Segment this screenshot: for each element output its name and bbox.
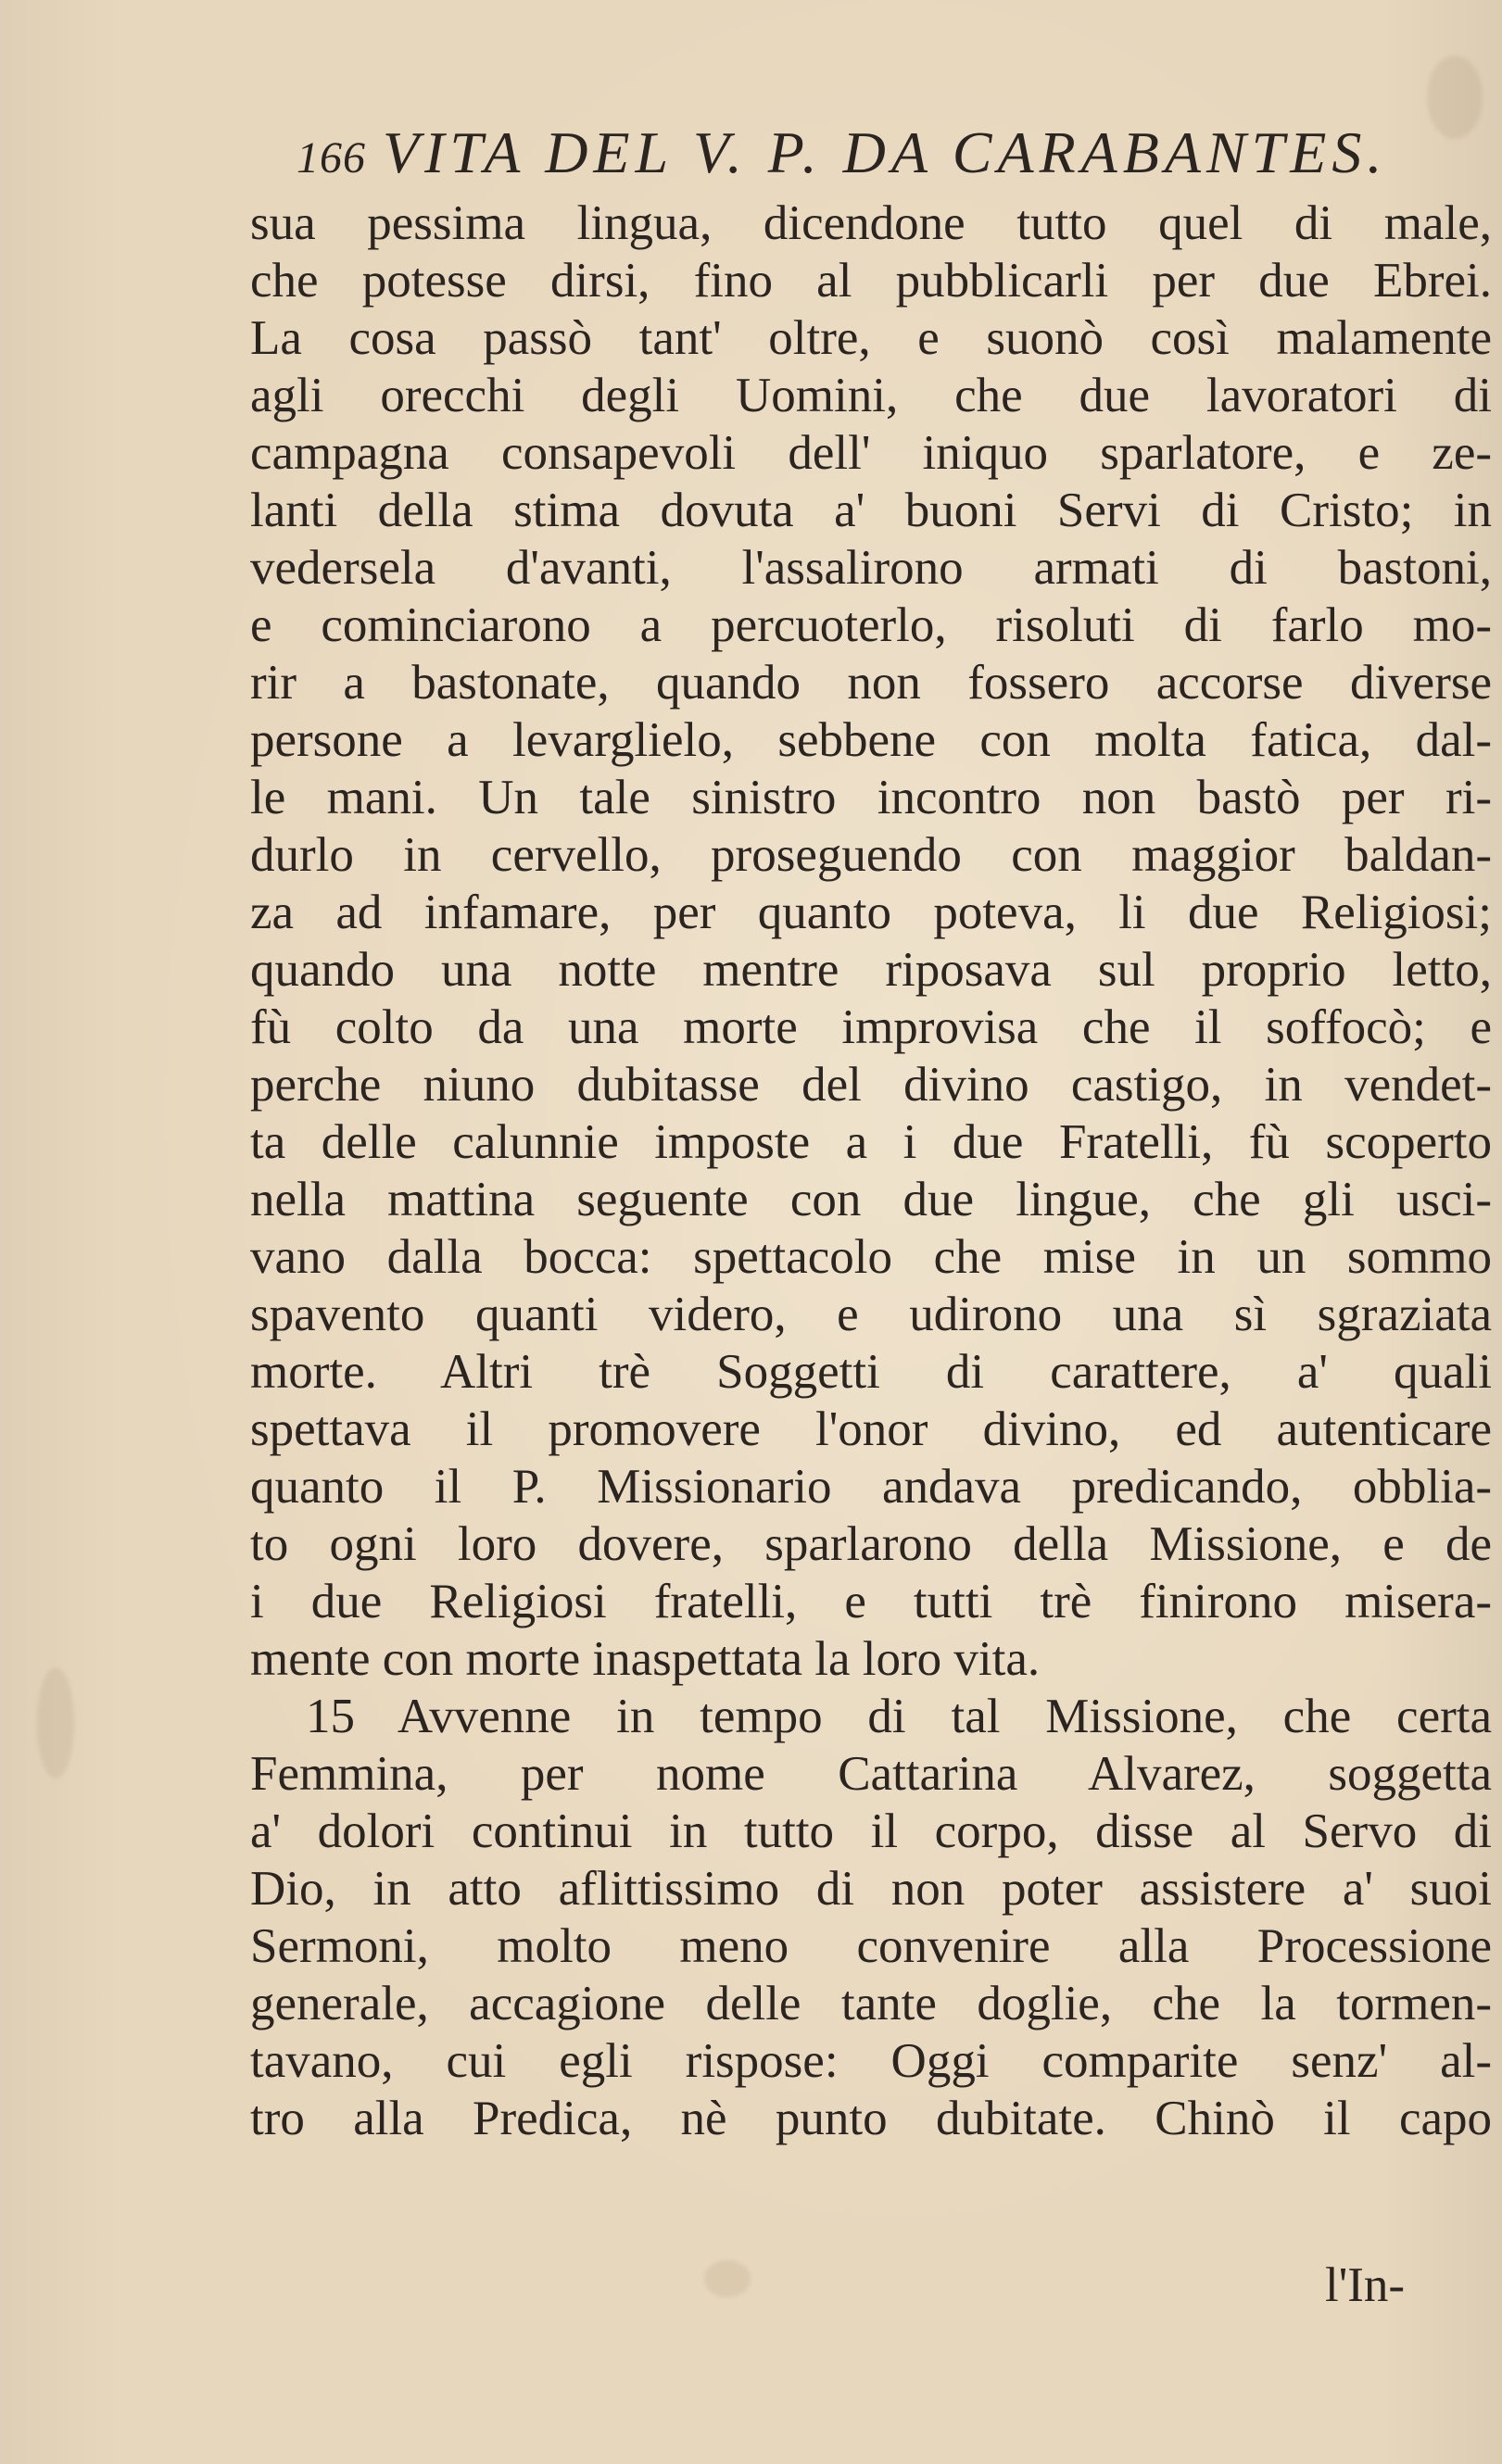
text-line: persone a levarglielo, sebbene con molta fatica, dal-	[250, 713, 1492, 767]
text-line: vano dalla bocca: spettacolo che mise in un sommo	[250, 1230, 1492, 1284]
text-line: Femmina, per nome Cattarina Alvarez, soggetta	[250, 1747, 1492, 1801]
text-line: morte. Altri trè Soggetti di carattere, a' quali	[250, 1345, 1492, 1399]
text-line: a' dolori continui in tutto il corpo, disse al Servo di	[250, 1804, 1492, 1858]
text-line: ta delle calunnie imposte a i due Fratelli, fù scoperto	[250, 1115, 1492, 1169]
text-line: durlo in cervello, proseguendo con maggior baldan-	[250, 828, 1492, 882]
text-line: nella mattina seguente con due lingue, che gli usci-	[250, 1173, 1492, 1226]
running-head: VITA DEL V. P. DA CARABANTES.	[383, 119, 1388, 185]
text-line: spettava il promovere l'onor divino, ed autenticare	[250, 1402, 1492, 1456]
text-line: vedersela d'avanti, l'assalirono armati di bastoni,	[250, 541, 1492, 595]
text-line: Sermoni, molto meno convenire alla Processione	[250, 1919, 1492, 1973]
text-line: Dio, in atto aflittissimo di non poter assistere a' suoi	[250, 1862, 1492, 1916]
body-text	[250, 195, 1492, 2147]
text-line: tavano, cui egli rispose: Oggi comparite senz' al-	[250, 2034, 1492, 2088]
text-line: agli orecchi degli Uomini, che due lavoratori di	[250, 369, 1492, 422]
text-line: spavento quanti videro, e udirono una sì sgraziata	[250, 1288, 1492, 1341]
text-line: mente con morte inaspettata la loro vita.	[250, 1632, 1041, 1686]
text-line: generale, accagione delle tante doglie, che la tormen-	[250, 1977, 1492, 2030]
text-line: i due Religiosi fratelli, e tutti trè finirono misera-	[250, 1575, 1492, 1628]
text-line: fù colto da una morte improvisa che il soffocò; e	[250, 1000, 1492, 1054]
text-line: za ad infamare, per quanto poteva, li due Religiosi;	[250, 886, 1492, 939]
text-line: tro alla Predica, nè punto dubitate. Chinò il capo	[250, 2092, 1492, 2145]
text-line: perche niuno dubitasse del divino castigo, in vendet-	[250, 1058, 1492, 1112]
text-line: lanti della stima dovuta a' buoni Servi di Cristo; in	[250, 484, 1492, 537]
text-line: le mani. Un tale sinistro incontro non bastò per ri-	[250, 771, 1492, 824]
text-line: e cominciarono a percuoterlo, risoluti di farlo mo-	[250, 598, 1492, 652]
paper-stain	[37, 1667, 74, 1779]
text-line: rir a bastonate, quando non fossero accorse diverse	[250, 656, 1492, 710]
text-line: quando una notte mentre riposava sul proprio letto,	[250, 943, 1492, 997]
text-line: quanto il P. Missionario andava predicando, obblia-	[250, 1460, 1492, 1514]
paper-stain	[704, 2260, 751, 2297]
paragraph-start-line: 15 Avvenne in tempo di tal Missione, che certa	[306, 1690, 1492, 1743]
text-line: che potesse dirsi, fino al pubblicarli per due Ebrei.	[250, 254, 1492, 308]
page-header	[297, 119, 1492, 193]
text-line: campagna consapevoli dell' iniquo sparlatore, e ze-	[250, 426, 1492, 480]
catchword: l'In-	[1325, 2258, 1406, 2312]
page-number: 166	[297, 133, 366, 182]
text-line: La cosa passò tant' oltre, e suonò così malamente	[250, 311, 1492, 365]
text-line: to ogni loro dovere, sparlarono della Missione, e de	[250, 1517, 1492, 1571]
text-line: sua pessima lingua, dicendone tutto quel di male,	[250, 196, 1492, 250]
